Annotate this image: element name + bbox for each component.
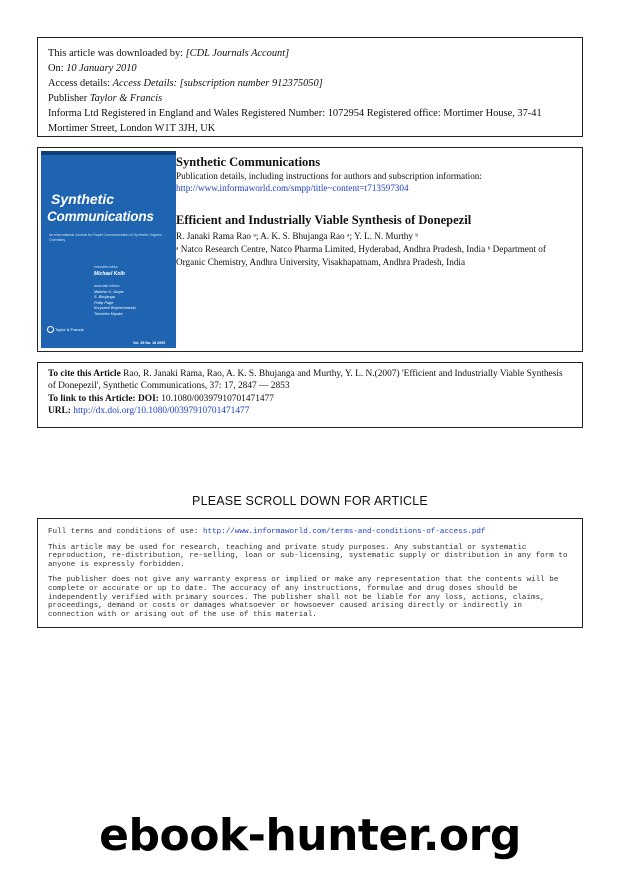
- access-line: [48, 76, 572, 91]
- publisher-line: [48, 91, 572, 106]
- doi-value: 10.1080/00397910701471477: [158, 393, 274, 404]
- journal-url-link[interactable]: http://www.informaworld.com/smpp/title~content=t713597304: [176, 183, 409, 193]
- cover-editor-name: Michael Kolb: [94, 271, 125, 277]
- date-label: On:: [48, 63, 67, 74]
- cite-label: To cite this Article: [48, 369, 121, 379]
- journal-title: Synthetic Communications: [176, 155, 321, 169]
- article-title: Efficient and Industrially Viable Synthesis of Donepezil: [176, 213, 472, 227]
- access-label: Access details:: [48, 78, 113, 89]
- scroll-notice: PLEASE SCROLL DOWN FOR ARTICLE: [192, 494, 428, 508]
- terms-box: [37, 518, 583, 628]
- journal-info: [176, 155, 576, 269]
- cover-stripe: [41, 151, 176, 155]
- cover-associate-name: Philip Page: [94, 300, 114, 305]
- cite-text: Rao, R. Janaki Rama, Rao, A. K. S. Bhujanga and Murthy, Y. L. N.(2007) 'Efficient and Industrially Viable Synthesis of Donepezil', Synthetic Communications, 37: 17, 2847 — 2853: [48, 369, 563, 392]
- publisher-value: Taylor & Francis: [89, 93, 163, 104]
- cover-associate-label: associate editors: [94, 284, 120, 288]
- citation-box: [37, 362, 583, 428]
- doi-label: To link to this Article: DOI:: [48, 393, 159, 404]
- terms-url-link[interactable]: http://www.informaworld.com/terms-and-conditions-of-access.pdf: [202, 528, 486, 536]
- full-terms-line: [48, 528, 572, 537]
- article-url-link[interactable]: http://dx.doi.org/10.1080/00397910701471477: [70, 405, 250, 416]
- url-line: [48, 405, 572, 417]
- date-value: 10 January 2010: [66, 63, 137, 74]
- doi-line: [48, 393, 572, 405]
- access-value: Access Details: [subscription number 912375050]: [112, 78, 323, 89]
- full-terms-label: Full terms and conditions of use:: [48, 528, 203, 536]
- cover-volume: Vol. 35 No. 18 2005: [133, 341, 166, 345]
- date-line: [48, 61, 572, 76]
- download-info-box: [37, 37, 583, 137]
- cover-associate-name: Tomohiro Miyake: [94, 311, 123, 316]
- publisher-logo-icon: [47, 326, 54, 333]
- terms-paragraph-disclaimer: The publisher does not give any warranty express or implied or make any representation that the contents will be complete or accurate or up to date. The accuracy of any instructions, formulae and drug doses should be independently verified with primary sources. The publisher shall not be liable for any loss, actions, claims, proceedings, demand or costs or damages whatsoever or howsoever caused arising directly or indirectly in connection with or arising out of the use of this material.: [48, 576, 559, 619]
- cite-line: [48, 368, 572, 393]
- cover-associate-names: [94, 290, 174, 317]
- cover-associate-name: Krzysztof Wojciechowski: [94, 306, 136, 311]
- watermark-text: ebook-hunter.org: [99, 810, 521, 861]
- cover-title-line1: Synthetic: [51, 191, 115, 207]
- downloaded-by-value: [CDL Journals Account]: [185, 48, 290, 59]
- cover-associate-name: S. Bhujanga: [94, 295, 115, 300]
- journal-details: Publication details, including instructions for authors and subscription information:: [176, 171, 482, 181]
- cover-associate-name: Mahesh K. Gurjar: [94, 290, 124, 294]
- article-affiliations: ᵃ Natco Research Centre, Natco Pharma Limited, Hyderabad, Andhra Pradesh, India ᵇ Department of Organic Chemistry, Andhra University, Visakhapatnam, Andhra Pradesh, India: [176, 243, 546, 267]
- downloaded-by-line: [48, 46, 572, 61]
- publisher-label: Publisher: [48, 93, 90, 104]
- journal-header-box: [37, 147, 583, 352]
- cover-editor-label: executive editor: [94, 265, 118, 269]
- terms-paragraph-usage: This article may be used for research, teaching and private study purposes. Any substantial or systematic reproduction, re-distribution, re-selling, loan or sub-licensing, systematic supply or distribution in any form to anyone is expressly forbidden.: [48, 543, 568, 569]
- cover-subtitle: An International Journal for Rapid Communication of Synthetic Organic Chemistry: [49, 233, 162, 242]
- cover-publisher: Taylor & Francis: [55, 327, 84, 332]
- article-authors: R. Janaki Rama Rao ᵃ; A. K. S. Bhujanga Rao ᵃ; Y. L. N. Murthy ᵇ: [176, 231, 419, 241]
- url-label: URL:: [48, 405, 71, 416]
- journal-cover-image: [41, 151, 176, 348]
- cover-title-line2: Communications: [47, 209, 154, 224]
- downloaded-by-label: This article was downloaded by:: [48, 48, 186, 59]
- registered-office-text: Informa Ltd Registered in England and Wales Registered Number: 1072954 Registered office: Mortimer House, 37-41 Mortimer Street, London W1T 3JH, UK: [48, 108, 542, 134]
